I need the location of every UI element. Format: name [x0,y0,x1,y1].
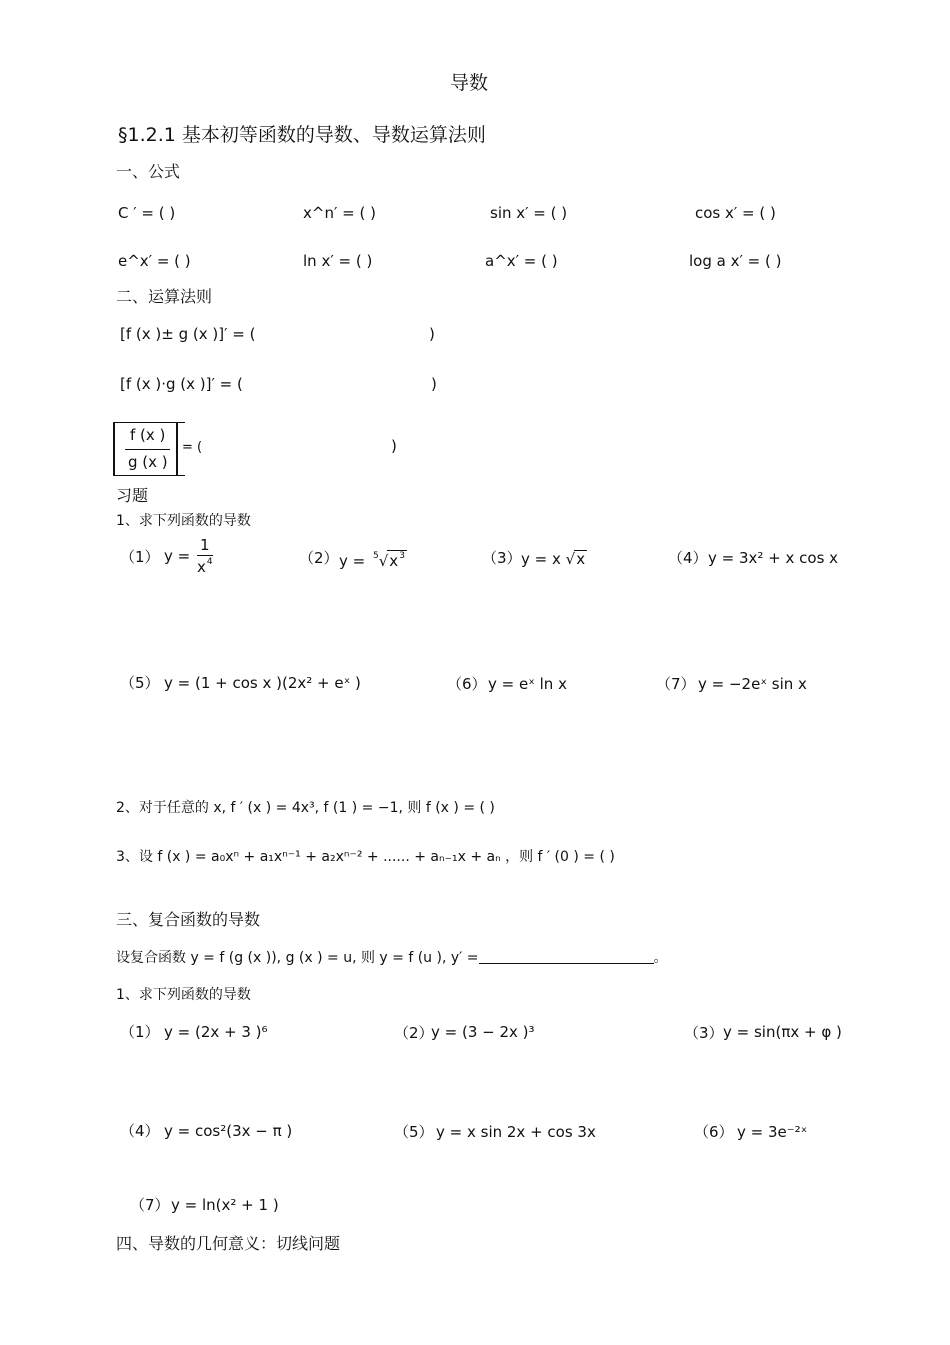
exercise-6-expr: y = eˣ ln x [488,675,567,693]
composite-1-label: （1） [120,1023,160,1041]
composite-5-expr: y = x sin 2x + cos 3x [436,1123,596,1141]
formula-sin: sin x′ = ( ) [490,204,568,222]
formula-ln: ln x′ = ( ) [303,252,373,270]
rule-quotient-denominator: g (x ) [128,453,168,471]
page-title: 导数 [450,72,489,94]
formula-log: log a x′ = ( ) [689,252,782,270]
part3-heading: 三、复合函数的导数 [116,910,261,929]
composite-1-expr: y = (2x + 3 )⁶ [164,1023,268,1041]
exercise-6-label: （6） [447,675,487,693]
rule-quotient-close: ) [391,437,397,455]
formula-constant: C ′ = ( ) [118,204,176,222]
composite-5-label: （5） [394,1123,434,1141]
exercise-4-label: （4） [668,549,708,567]
composite-2-expr: y = (3 − 2x )³ [431,1023,535,1041]
composite-4-label: （4） [120,1122,160,1140]
formula-power: x^n′ = ( ) [303,204,376,222]
quotient-fraction-bar [125,449,170,450]
exercise-1-label: （1） [120,548,160,566]
composite-3-label: （3） [684,1024,724,1042]
formula-exp: e^x′ = ( ) [118,252,191,270]
composite-3-expr: y = sin(πx + φ ) [723,1023,842,1041]
composite-7-label: （7） [130,1196,170,1214]
composite-q1: 1、求下列函数的导数 [116,987,251,1003]
composite-6-expr: y = 3e⁻²ˣ [737,1123,808,1141]
rule-product-close: ) [431,375,437,393]
composite-6-label: （6） [694,1123,734,1141]
composite-intro: 设复合函数 y = f (g (x )), g (x ) = u, 则 y = f (u ), y′ = 。 [116,950,668,966]
exercise-3-label: （3） [482,549,522,567]
formula-ax: a^x′ = ( ) [485,252,558,270]
formula-cos: cos x′ = ( ) [695,204,776,222]
rule-quotient-numerator: f (x ) [130,426,166,444]
exercise-2-label: （2） [299,549,339,567]
rule-sum-close: ) [429,325,435,343]
exercise-q1: 1、求下列函数的导数 [116,513,251,529]
exercise-5-expr: y = (1 + cos x )(2x² + eˣ ) [164,674,361,692]
part2-heading: 二、运算法则 [116,287,213,306]
rule-sum: [f (x )± g (x )]′ = ( [120,325,256,343]
composite-7-expr: y = ln(x² + 1 ) [171,1196,279,1214]
composite-2-label: （2） [394,1024,434,1042]
rule-quotient-eq: = ( [182,440,203,455]
exercises-heading: 习题 [116,486,149,505]
part4-heading: 四、导数的几何意义：切线问题 [116,1234,341,1253]
composite-4-expr: y = cos²(3x − π ) [164,1122,293,1140]
quotient-bracket-right [170,422,178,476]
exercise-4-expr: y = 3x² + x cos x [708,549,839,567]
exercise-q2: 2、对于任意的 x, f ′ (x ) = 4x³, f (1 ) = −1, 则 f (x ) = ( ) [116,800,495,816]
answer-blank [479,949,654,964]
rule-product: [f (x )·g (x )]′ = ( [120,375,243,393]
exercise-2-expr: $y = ^5√x^3$ [339,551,405,570]
exercise-5-label: （5） [120,674,160,692]
exercise-1-expr: y = $\frac{1}{x^4}$ [164,536,213,576]
exercise-7-expr: y = −2eˣ sin x [698,675,807,693]
section-heading: §1.2.1 基本初等函数的导数、导数运算法则 [118,124,486,146]
exercise-q3: 3、设 f (x ) = a₀xⁿ + a₁xⁿ⁻¹ + a₂xⁿ⁻² + ...... + aₙ₋₁x + aₙ ，则 f ′ (0 ) = ( ) [116,849,615,865]
part1-heading: 一、公式 [116,162,181,181]
exercise-7-label: （7） [656,675,696,693]
exercise-3-expr: y = x √x [521,550,586,568]
